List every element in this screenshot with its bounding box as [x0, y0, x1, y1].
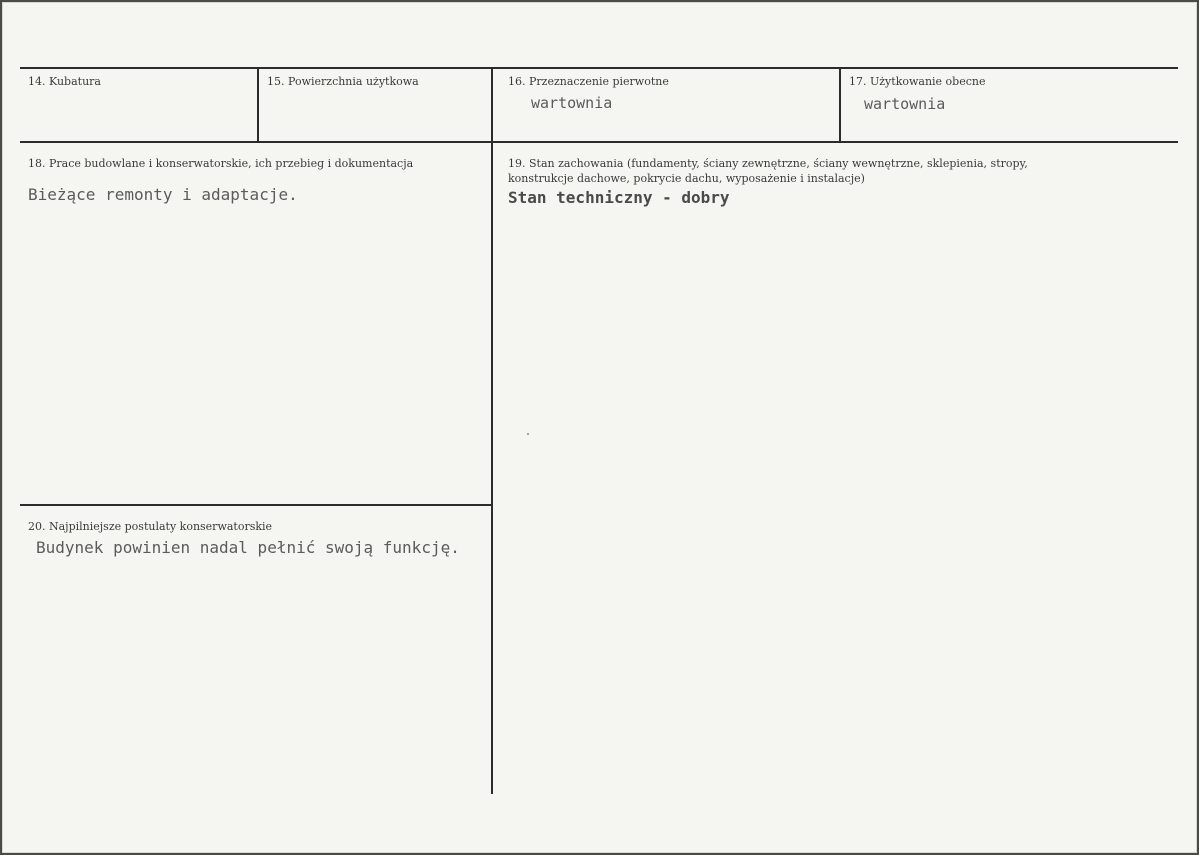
field-17-label: 17. Użytkowanie obecne	[849, 75, 986, 88]
top-rule	[20, 67, 1178, 69]
field-16-value: wartownia	[531, 94, 613, 112]
field-19-label-line1: 19. Stan zachowania (fundamenty, ściany zewnętrzne, ściany wewnętrzne, sklepienia, stropy,	[508, 157, 1028, 170]
field-15-label: 15. Powierzchnia użytkowa	[267, 75, 419, 88]
field-17-value: wartownia	[864, 95, 946, 113]
divider-16-17	[839, 67, 841, 143]
field-20-label: 20. Najpilniejsze postulaty konserwatorskie	[28, 520, 273, 533]
row1-bottom-rule	[20, 141, 1178, 143]
field-14-label: 14. Kubatura	[28, 75, 101, 88]
form-sheet	[2, 2, 1197, 853]
divider-14-15	[257, 67, 259, 143]
section-18-bottom-rule	[20, 504, 491, 506]
field-16-label: 16. Przeznaczenie pierwotne	[508, 75, 669, 88]
field-19-value: Stan techniczny - dobry	[508, 188, 730, 207]
field-18-value: Bieżące remonty i adaptacje.	[28, 185, 298, 204]
field-19-label-line2: konstrukcje dachowe, pokrycie dachu, wyposażenie i instalacje)	[508, 172, 865, 185]
divider-15-16	[491, 67, 493, 794]
paper-speck	[527, 433, 529, 435]
field-18-label: 18. Prace budowlane i konserwatorskie, ich przebieg i dokumentacja	[28, 157, 414, 170]
field-20-value: Budynek powinien nadal pełnić swoją funkcję.	[36, 538, 460, 557]
